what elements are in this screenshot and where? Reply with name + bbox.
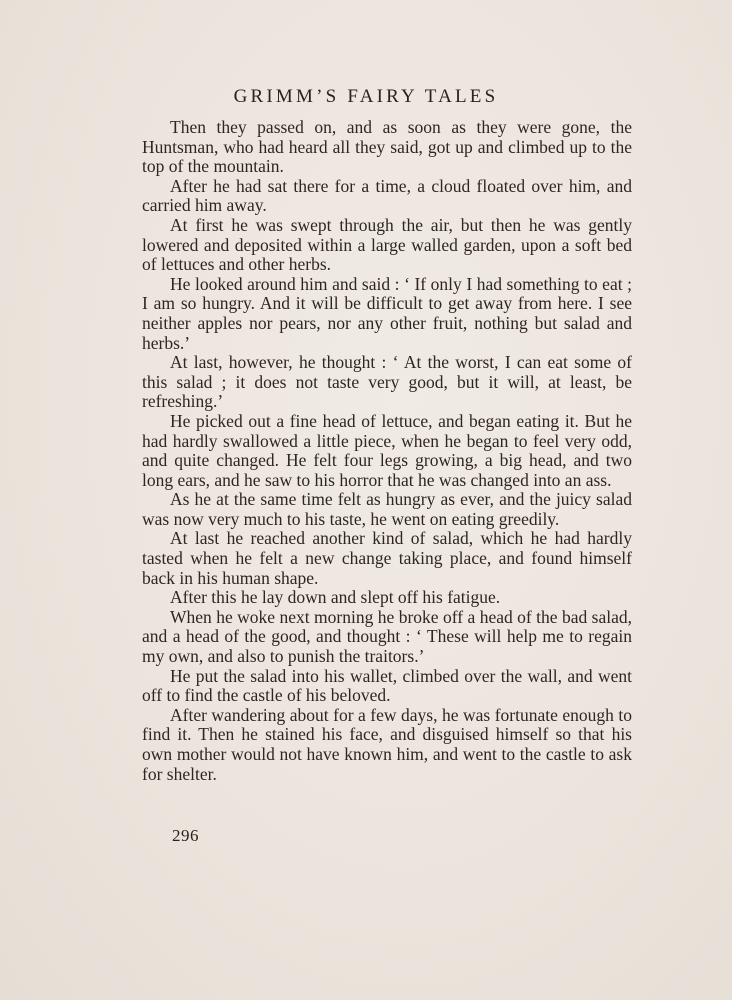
paragraph: Then they passed on, and as soon as they were gone, the Huntsman, who had heard all they said, got up and climbed up to the top of the mountain. bbox=[142, 117, 632, 177]
paragraph: After this he lay down and slept off his fatigue. bbox=[170, 587, 501, 608]
paragraph: As he at the same time felt as hungry as ever, and the juicy salad was now very much to his taste, he went on eating greedily. bbox=[142, 489, 632, 529]
story-text bbox=[142, 118, 632, 784]
page-number: 296 bbox=[172, 826, 199, 845]
paragraph: He picked out a fine head of lettuce, and began eating it. But he had hardly swallowed a little piece, when he began to feel very odd, and quite changed. He felt four legs growing, a big head, and two long ears, and he saw to his horror that he was changed into an ass. bbox=[142, 410, 632, 490]
paragraph: At last, however, he thought : ‘ At the worst, I can eat some of this salad ; it does not taste very good, but it will, at least, be refreshing.’ bbox=[142, 352, 632, 412]
paragraph: At last he reached another kind of salad, which he had hardly tasted when he felt a new change taking place, and found himself back in his human shape. bbox=[142, 528, 632, 588]
paragraph: He put the salad into his wallet, climbed over the wall, and went off to find the castle of his beloved. bbox=[142, 665, 632, 706]
paragraph: After wandering about for a few days, he was fortunate enough to find it. Then he stained his face, and disguised himself so that his own mother would not have known him, and went to the castle to ask for shelter. bbox=[142, 704, 632, 784]
running-title: GRIMM’S FAIRY TALES bbox=[233, 86, 499, 107]
paragraph: He looked around him and said : ‘ If only I had something to eat ; I am so hungry. And it will be difficult to get away from here. I see neither apples nor pears, nor any other fruit, nothing but salad and herbs.’ bbox=[142, 273, 632, 353]
paragraph: At first he was swept through the air, but then he was gently lowered and deposited within a large walled garden, upon a soft bed of lettuces and other herbs. bbox=[142, 214, 632, 275]
paragraph: When he woke next morning he broke off a head of the bad salad, and a head of the good, and thought : ‘ These will help me to regain my own, and also to punish the traitors.’ bbox=[142, 606, 632, 667]
paragraph: After he had sat there for a time, a cloud floated over him, and carried him away. bbox=[142, 175, 632, 216]
